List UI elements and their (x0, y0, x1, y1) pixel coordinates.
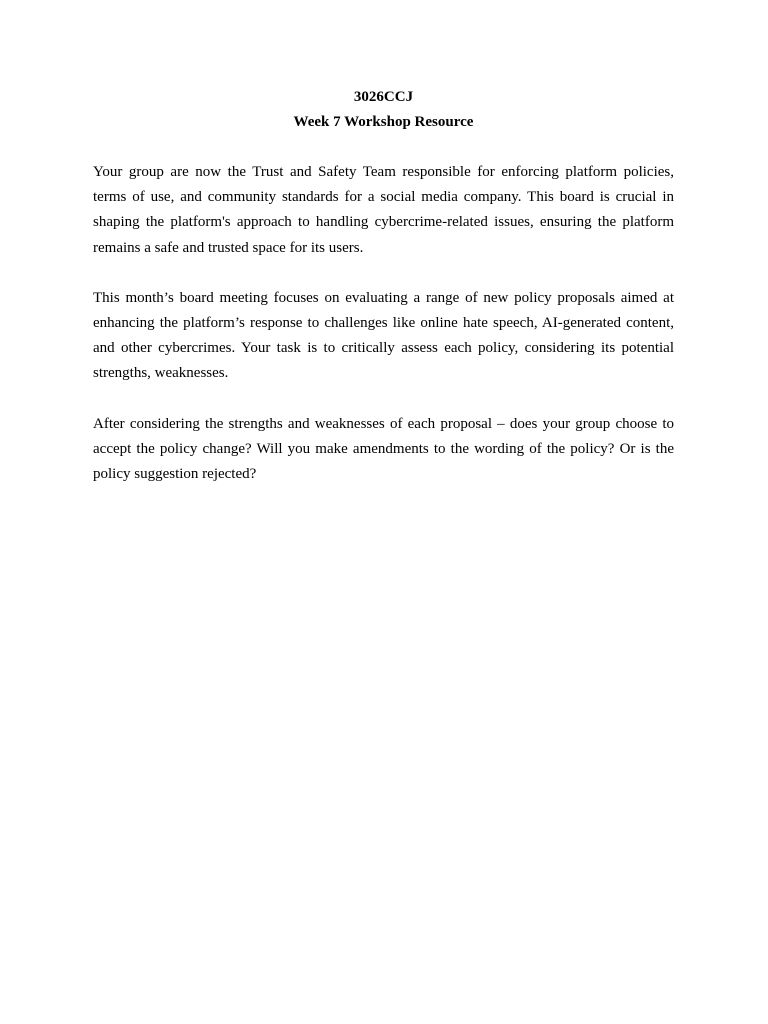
paragraph-intro: Your group are now the Trust and Safety Team responsible for enforcing platform policies, terms of use, and community standards for a social media company. This board is crucial in shaping the platform's approach to handling cybercrime-related issues, ensuring the platform remains a safe and trusted space for its users. (93, 164, 674, 256)
document-subtitle: Week 7 Workshop Resource (293, 114, 474, 130)
paragraph-board-meeting: This month’s board meeting focuses on evaluating a range of new policy proposals aimed at enhancing the platform’s response to challenges like online hate speech, AI-generated content, and other cybercrimes. Your task is to critically assess each policy, considering its potential strengths, weaknesses. (93, 289, 674, 382)
paragraph-decision: After considering the strengths and weaknesses of each proposal – does your group choose to accept the policy change? Will you make amendments to the wording of the policy? Or is the policy suggestion rejected? (93, 415, 674, 483)
document-page (93, 85, 674, 512)
heading-spacer (93, 135, 674, 160)
course-code-heading: 3026CCJ (353, 89, 414, 105)
